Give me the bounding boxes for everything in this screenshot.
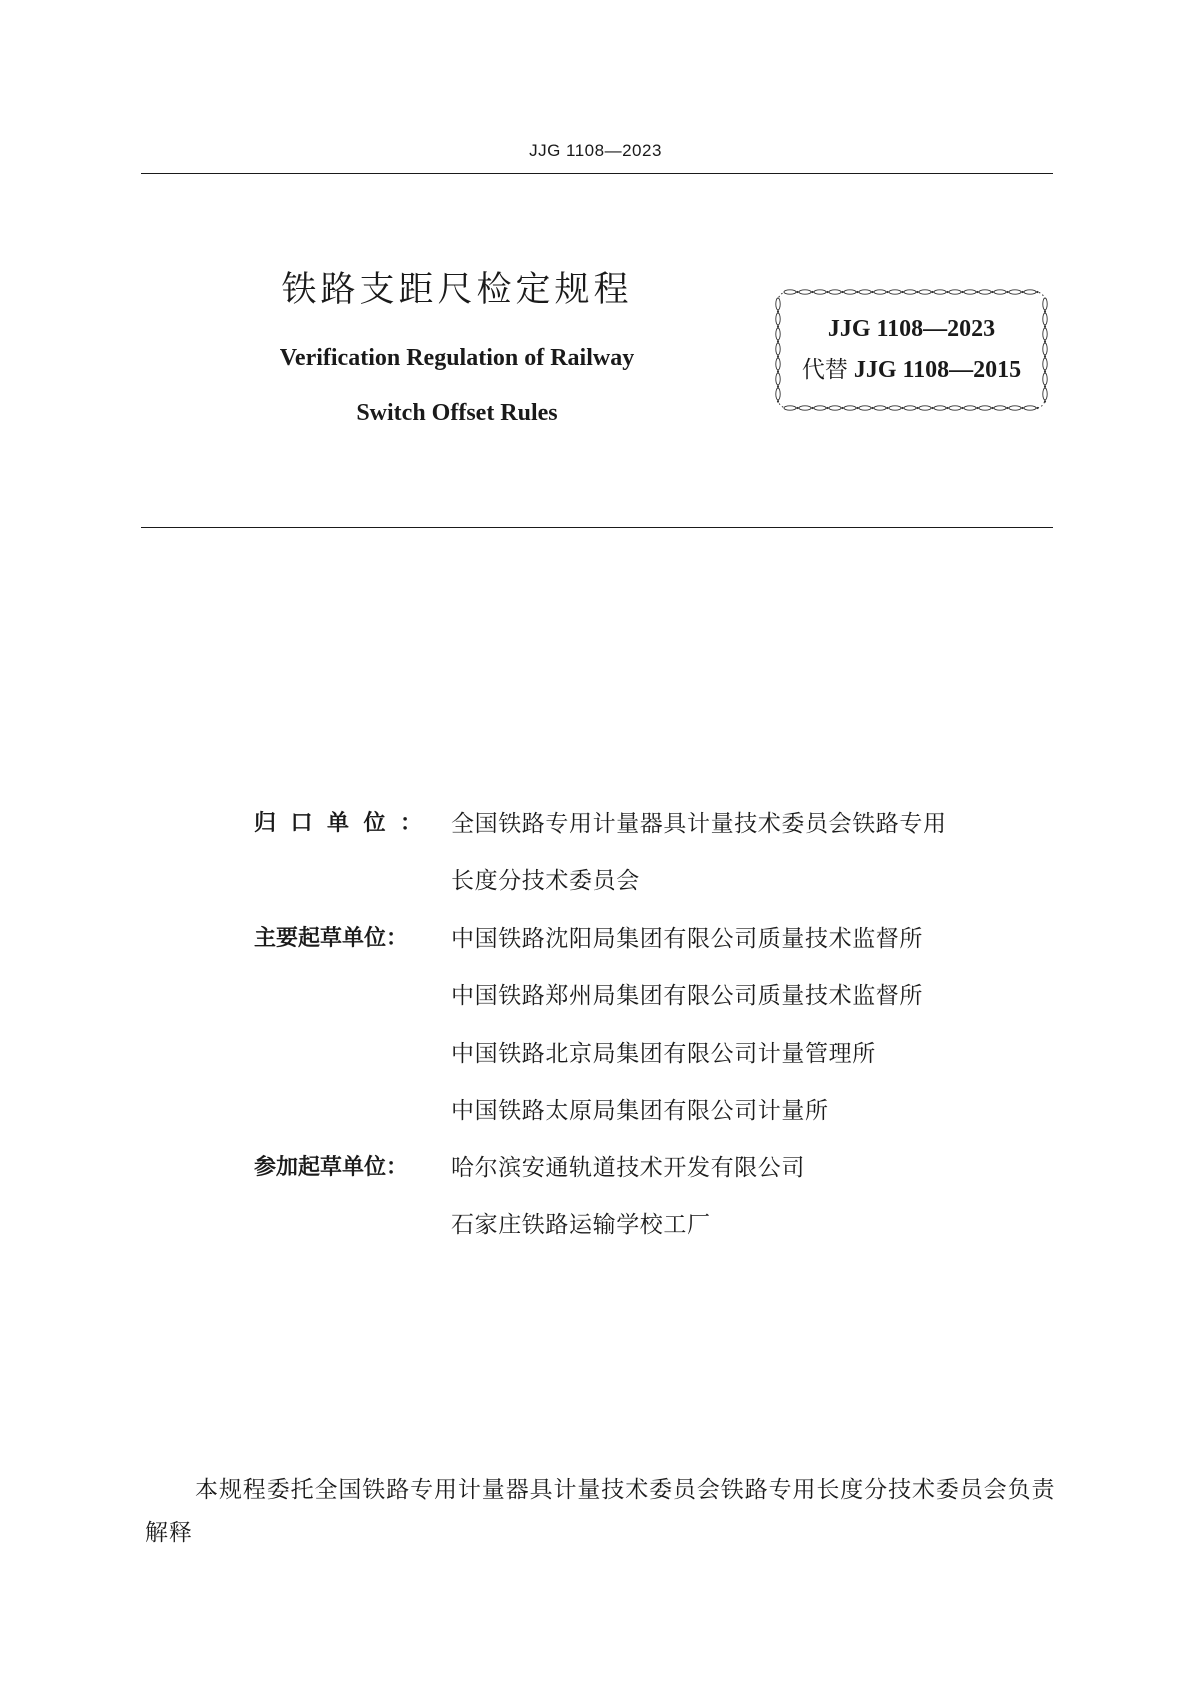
- section-divider: [141, 527, 1053, 528]
- regulation-code: JJG 1108—2023: [827, 316, 996, 342]
- label-colon: ：: [386, 1155, 409, 1180]
- responsible-unit-label: [254, 809, 436, 839]
- participating-drafting-unit-label: [254, 1153, 436, 1183]
- title-chinese: 铁路支距尺检定规程: [281, 270, 633, 310]
- participating-drafting-unit-2: 石家庄铁路运输学校工厂: [451, 1212, 711, 1238]
- label-colon: ：: [400, 811, 423, 836]
- main-drafting-unit-2: 中国铁路郑州局集团有限公司质量技术监督所: [451, 983, 923, 1009]
- main-drafting-unit-4: 中国铁路太原局集团有限公司计量所: [451, 1098, 829, 1124]
- replaced-code: JJG 1108—2015: [853, 357, 1022, 383]
- document-code-header: JJG 1108—2023: [529, 141, 662, 160]
- replaces-line: [773, 355, 1050, 385]
- main-drafting-unit-1: 中国铁路沈阳局集团有限公司质量技术监督所: [451, 926, 923, 952]
- participating-drafting-unit-1: 哈尔滨安通轨道技术开发有限公司: [451, 1155, 805, 1181]
- main-drafting-unit-3: 中国铁路北京局集团有限公司计量管理所: [451, 1041, 876, 1067]
- label-colon: ：: [386, 926, 409, 951]
- title-english-line-1: Verification Regulation of Railway: [279, 345, 635, 371]
- responsible-unit-line-2: 长度分技术委员会: [451, 868, 640, 894]
- replaces-prefix: 代替: [801, 357, 848, 383]
- responsible-unit-label-text: 归口单位: [254, 811, 401, 836]
- decorative-border: [773, 287, 1050, 413]
- regulation-code-box: [773, 287, 1050, 413]
- responsible-unit-line-1: 全国铁路专用计量器具计量技术委员会铁路专用: [451, 811, 947, 837]
- title-english-line-2: Switch Offset Rules: [356, 400, 558, 426]
- interpretation-note: 本规程委托全国铁路专用计量器具计量技术委员会铁路专用长度分技术委员会负责解释: [145, 1477, 1056, 1546]
- main-drafting-unit-label: [254, 924, 436, 954]
- main-drafting-unit-label-text: 主要起草单位: [254, 926, 387, 951]
- participating-drafting-unit-label-text: 参加起草单位: [254, 1155, 387, 1180]
- header-divider: [141, 173, 1053, 174]
